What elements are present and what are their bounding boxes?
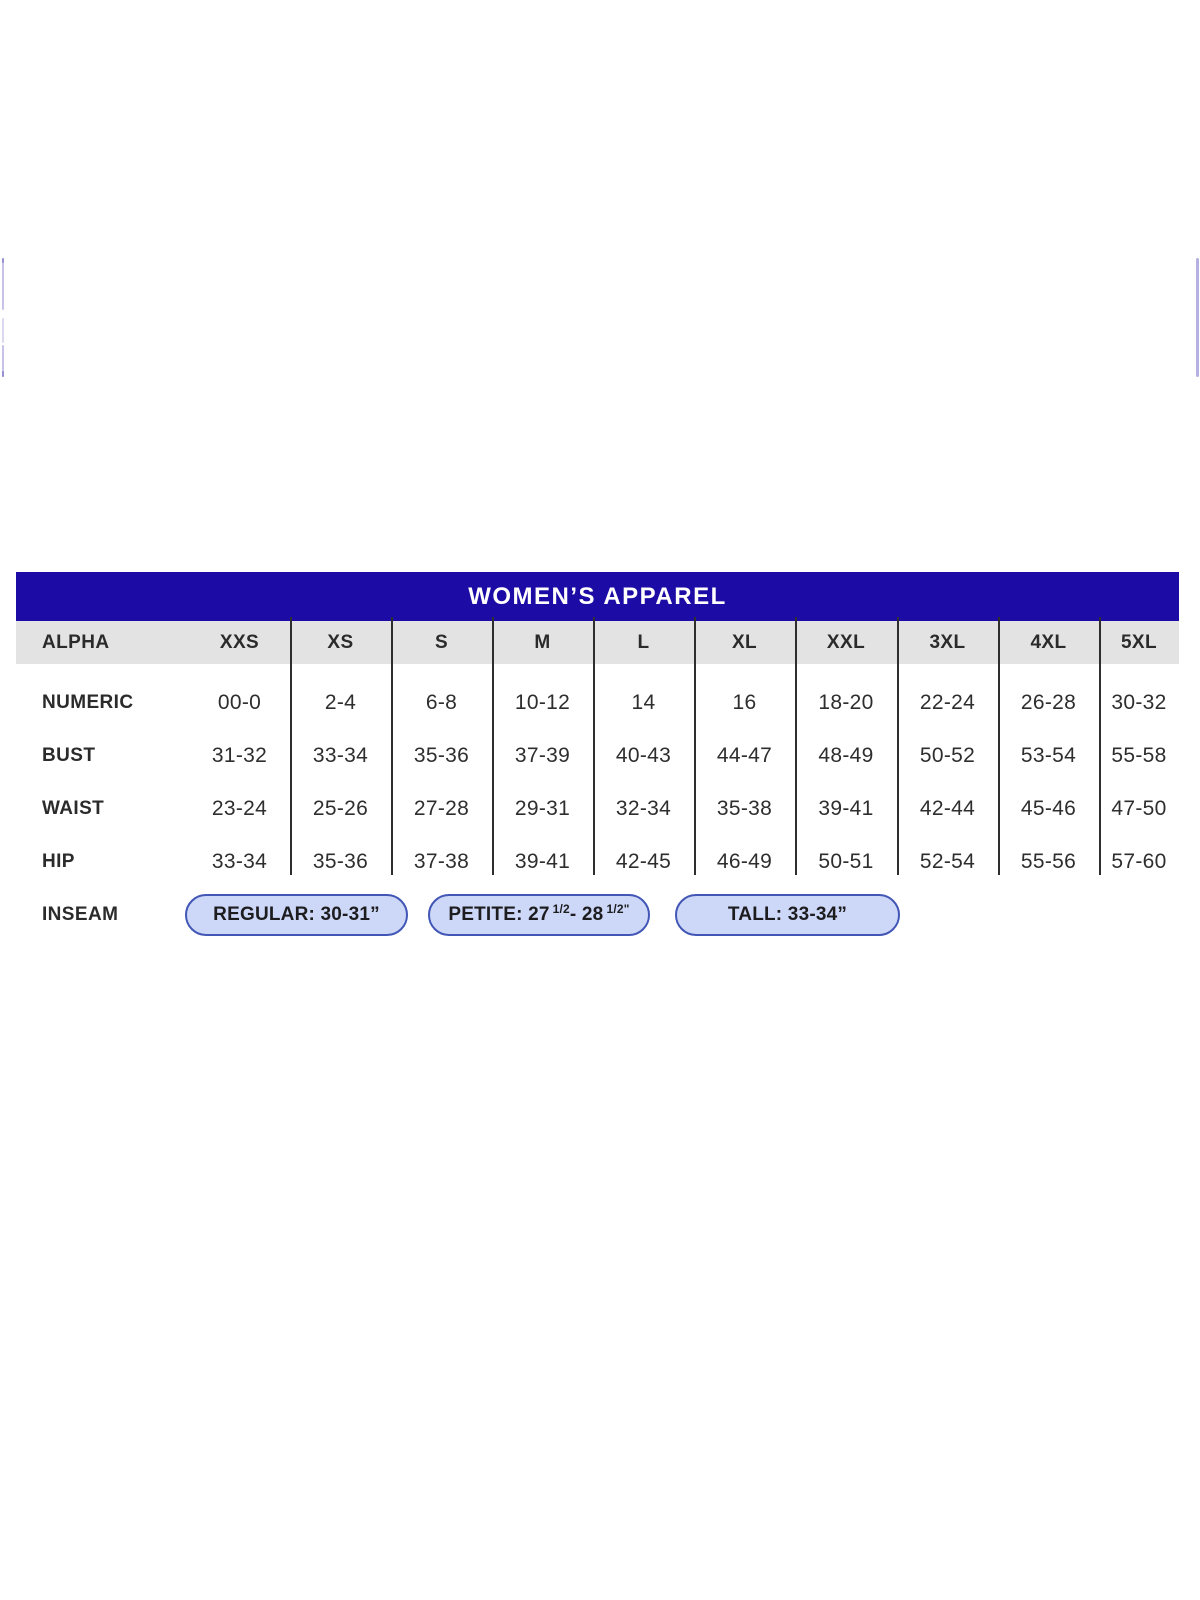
cell-numeric-l: 14 — [631, 690, 656, 714]
cell-bust-3xl: 50-52 — [919, 743, 976, 767]
measurement-rows — [16, 664, 1179, 888]
cell-waist-s: 27-28 — [413, 796, 470, 820]
pill-text: TALL: 33-34” — [727, 904, 848, 925]
inseam-pill-petite — [428, 894, 650, 936]
column-separator-6 — [795, 617, 797, 875]
column-separator-8 — [998, 617, 1000, 875]
cell-numeric-xs: 2-4 — [324, 690, 357, 714]
size-header-row — [16, 621, 1179, 664]
cell-waist-xxs: 23-24 — [211, 796, 268, 820]
row-hip — [16, 835, 1179, 888]
cell-bust-4xl: 53-54 — [1020, 743, 1077, 767]
cell-numeric-xxl: 18-20 — [818, 690, 874, 714]
pill-text: REGULAR: 30-31” — [213, 904, 380, 925]
cell-hip-4xl: 55-56 — [1020, 849, 1077, 873]
cell-numeric-xxs: 00-0 — [217, 690, 262, 714]
column-separator-3 — [492, 617, 494, 875]
cell-waist-xxl: 39-41 — [818, 796, 874, 820]
cell-hip-xs: 35-36 — [312, 849, 369, 873]
header-size-xs: XS — [327, 631, 354, 653]
header-size-l: L — [637, 631, 650, 653]
cell-numeric-m: 10-12 — [514, 690, 571, 714]
chart-title: WOMEN’S APPAREL — [468, 582, 727, 610]
pill-text: - 28 — [569, 904, 604, 925]
column-separator-5 — [694, 617, 696, 875]
left-edge-fragment-1-tick — [2, 258, 4, 263]
cell-bust-xl: 44-47 — [716, 743, 773, 767]
cell-hip-xxl: 50-51 — [818, 849, 874, 873]
row-label-numeric: NUMERIC — [42, 691, 134, 713]
cell-bust-xs: 33-34 — [312, 743, 369, 767]
cell-numeric-4xl: 26-28 — [1020, 690, 1077, 714]
cell-hip-5xl: 57-60 — [1111, 849, 1167, 873]
cell-hip-s: 37-38 — [413, 849, 470, 873]
header-alpha: ALPHA — [42, 631, 110, 653]
cell-waist-l: 32-34 — [615, 796, 672, 820]
cell-hip-l: 42-45 — [615, 849, 672, 873]
cell-hip-3xl: 52-54 — [919, 849, 976, 873]
header-size-xxl: XXL — [826, 631, 866, 653]
right-edge-fragment — [1196, 258, 1199, 377]
column-separator-4 — [593, 617, 595, 875]
chart-title-bar — [16, 572, 1179, 621]
cell-bust-s: 35-36 — [413, 743, 470, 767]
cell-waist-4xl: 45-46 — [1020, 796, 1077, 820]
header-size-s: S — [434, 631, 449, 653]
left-edge-fragment-1 — [2, 258, 4, 310]
inseam-row — [16, 894, 1179, 936]
cell-bust-l: 40-43 — [615, 743, 672, 767]
row-label-hip: HIP — [42, 850, 75, 872]
header-size-xxs: XXS — [219, 631, 260, 653]
header-size-5xl: 5XL — [1120, 631, 1158, 653]
cell-numeric-xl: 16 — [732, 690, 757, 714]
column-separator-1 — [290, 617, 292, 875]
row-label-waist: WAIST — [42, 797, 105, 819]
cell-bust-xxs: 31-32 — [211, 743, 268, 767]
header-size-3xl: 3XL — [929, 631, 966, 653]
inseam-pill-tall — [675, 894, 900, 936]
left-edge-fragment-3-tick — [2, 371, 4, 377]
cell-bust-5xl: 55-58 — [1111, 743, 1167, 767]
cell-hip-xxs: 33-34 — [211, 849, 268, 873]
fraction-superscript: 1/2" — [606, 902, 630, 916]
womens-apparel-size-chart — [16, 572, 1179, 936]
inseam-pill-regular — [185, 894, 408, 936]
row-numeric — [16, 676, 1179, 729]
column-separator-9 — [1099, 617, 1101, 875]
cell-numeric-s: 6-8 — [425, 690, 458, 714]
pill-text: PETITE: 27 — [448, 904, 550, 925]
column-separator-2 — [391, 617, 393, 875]
cell-waist-xl: 35-38 — [716, 796, 773, 820]
row-waist — [16, 782, 1179, 835]
row-label-bust: BUST — [42, 744, 96, 766]
header-size-xl: XL — [731, 631, 758, 653]
header-size-m: M — [534, 631, 551, 653]
fraction-superscript: 1/2 — [552, 902, 570, 916]
cell-bust-xxl: 48-49 — [818, 743, 874, 767]
cell-bust-m: 37-39 — [514, 743, 571, 767]
header-size-4xl: 4XL — [1030, 631, 1067, 653]
cell-hip-xl: 46-49 — [716, 849, 773, 873]
row-bust — [16, 729, 1179, 782]
cell-waist-m: 29-31 — [514, 796, 571, 820]
cell-hip-m: 39-41 — [514, 849, 571, 873]
cell-waist-3xl: 42-44 — [919, 796, 976, 820]
left-edge-fragment-2 — [2, 318, 4, 343]
cell-numeric-5xl: 30-32 — [1111, 690, 1167, 714]
cell-waist-xs: 25-26 — [312, 796, 369, 820]
cell-waist-5xl: 47-50 — [1111, 796, 1167, 820]
column-separator-7 — [897, 617, 899, 875]
inseam-label: INSEAM — [42, 904, 119, 925]
cell-numeric-3xl: 22-24 — [919, 690, 976, 714]
